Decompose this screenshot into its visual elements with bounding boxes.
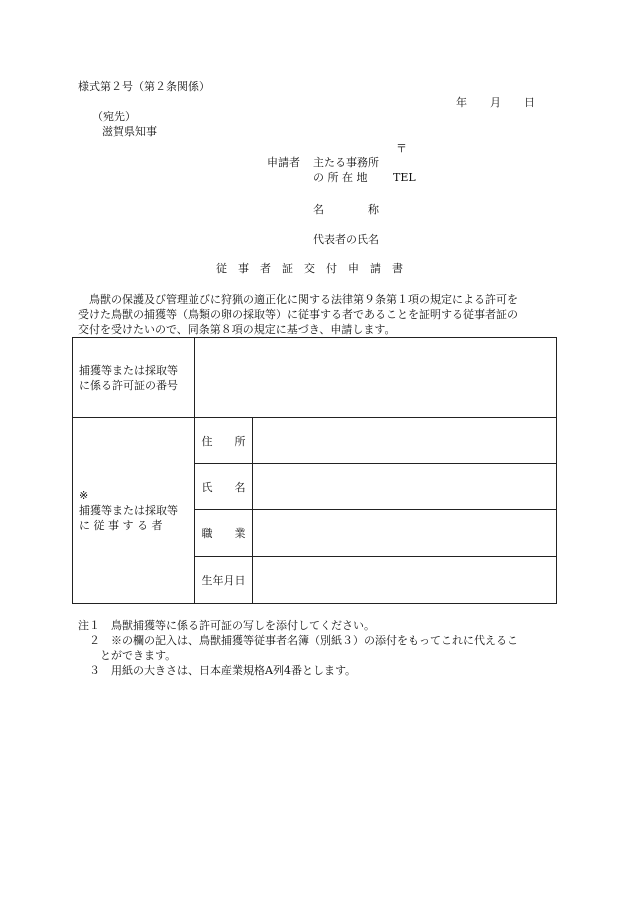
postal-mark: 〒 xyxy=(396,142,407,155)
application-table xyxy=(72,337,557,604)
tel-label: TEL xyxy=(393,171,416,184)
note-item: ２ ※の欄の記入は、鳥獣捕獲等従事者名簿（別紙３）の添付をもってこれに代えるこ xyxy=(78,634,518,647)
org-name-label: 名 称 xyxy=(313,203,379,216)
document-title: 従 事 者 証 交 付 申 請 書 xyxy=(216,262,403,275)
note-item: 注１ 鳥獣捕獲等に係る許可証の写しを添付してください。 xyxy=(78,619,375,632)
name-field[interactable] xyxy=(253,464,557,510)
address-field[interactable] xyxy=(253,418,557,464)
applicant-label: 申請者 xyxy=(267,156,300,169)
office-address-label-1: 主たる事務所 xyxy=(313,156,379,169)
birthdate-label: 生年月日 xyxy=(195,557,253,604)
note-item: とができます。 xyxy=(78,649,177,662)
representative-label: 代表者の氏名 xyxy=(313,233,379,246)
worker-label: ※ 捕獲等または採取等 に 従 事 す る 者 xyxy=(73,418,195,604)
addressee: 滋賀県知事 xyxy=(102,125,157,138)
address-label: 住 所 xyxy=(195,418,253,464)
date-day-label: 日 xyxy=(524,96,535,109)
office-address-label-2: の 所 在 地 xyxy=(313,171,368,184)
occupation-label: 職 業 xyxy=(195,510,253,557)
body-line: 鳥獣の保護及び管理並びに狩猟の適正化に関する法律第９条第１項の規定による許可を xyxy=(89,293,518,306)
name-label: 氏 名 xyxy=(195,464,253,510)
body-line: 交付を受けたいので、同条第８項の規定に基づき、申請します。 xyxy=(78,323,396,336)
addressee-note: （宛先） xyxy=(92,110,136,123)
birthdate-field[interactable] xyxy=(253,557,557,604)
permit-number-field[interactable] xyxy=(195,338,557,418)
date-month-label: 月 xyxy=(490,96,501,109)
occupation-field[interactable] xyxy=(253,510,557,557)
body-paragraph xyxy=(78,292,554,337)
form-number: 様式第２号（第２条関係） xyxy=(78,80,210,93)
permit-number-label: 捕獲等または採取等 に係る許可証の番号 xyxy=(73,338,195,418)
notes xyxy=(78,618,518,678)
note-item: ３ 用紙の大きさは、日本産業規格A列4番とします。 xyxy=(78,664,357,677)
worker-mark: ※ xyxy=(79,489,89,502)
body-line: 受けた鳥獣の捕獲等（鳥類の卵の採取等）に従事する者であることを証明する従事者証の xyxy=(78,308,518,321)
date-year-label: 年 xyxy=(456,96,467,109)
